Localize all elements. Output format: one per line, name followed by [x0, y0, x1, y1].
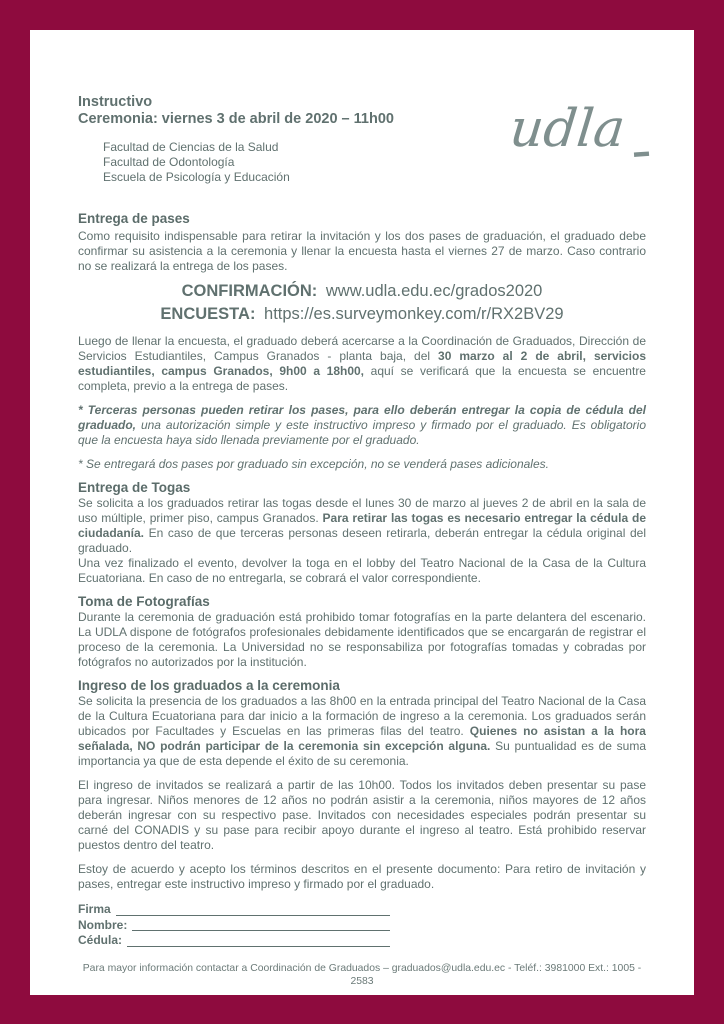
ceremony-subtitle: Ceremonia: viernes 3 de abril de 2020 – 11h00	[78, 111, 394, 127]
signature-label: Cédula:	[78, 933, 123, 947]
signature-line	[132, 918, 390, 932]
contact-footer: Para mayor información contactar a Coordinación de Graduados – graduados@udla.edu.ec - Teléf.: 3981000 Ext.: 1005 - 2583	[82, 962, 642, 987]
signature-row-firma	[78, 902, 390, 918]
paragraph-togas-2: Una vez finalizado el evento, devolver la toga en el lobby del Teatro Nacional de la Casa de la Cultura Ecuatoriana. En caso de no entregarla, se cobrará el valor correspondiente.	[78, 556, 646, 585]
page-title: Instructivo	[78, 94, 153, 110]
section-heading-ingreso: Ingreso de los graduados a la ceremonia	[78, 678, 340, 693]
paragraph-togas-1: Se solicita a los graduados retirar las togas desde el lunes 30 de marzo al jueves 2 de abril en la sala de uso múltiple, primer piso, campus Granados. Para retirar las togas es necesario entregar la cédula de ciudadanía. En caso de que terceras personas deseen retirarla, deberán entregar la cédula original del graduado.	[78, 496, 646, 555]
section-heading-entrega-pases: Entrega de pases	[78, 211, 190, 226]
section-heading-entrega-togas: Entrega de Togas	[78, 480, 191, 495]
faculty-item: Escuela de Psicología y Educación	[103, 170, 290, 184]
faculty-item: Facultad de Ciencias de la Salud	[103, 140, 279, 154]
document-page	[30, 30, 694, 995]
paragraph-nota-pases-adicionales: * Se entregará dos pases por graduado sin excepción, no se venderá pases adicionales.	[78, 457, 549, 471]
signature-label: Firma	[78, 902, 111, 916]
confirmation-line: CONFIRMACIÓN: www.udla.edu.ec/grados2020	[181, 282, 543, 300]
signature-row-nombre	[78, 918, 390, 934]
document-header	[78, 94, 646, 185]
paragraph-ingreso-invitados: El ingreso de invitados se realizará a partir de las 10h00. Todos los invitados deben presentar su pase para ingresar. Niños menores de 12 años no podrán asistir a la ceremonia, niños mayores de 12 años deberán ingresar con su respectivo pase. Invitados con necesidades especiales podrán presentar su carné del CONADIS y su pase para recibir apoyo durante el ingreso al teatro. Está prohibido reservar puestos dentro del teatro.	[78, 778, 646, 852]
signature-block	[78, 902, 646, 949]
paragraph-acuerdo: Estoy de acuerdo y acepto los términos descritos en el presente documento: Para retiro de invitación y pases, entregar este instructivo impreso y firmado por el graduado.	[78, 862, 646, 891]
signature-row-cedula	[78, 933, 390, 949]
faculty-item: Facultad de Odontología	[103, 155, 235, 169]
paragraph-ingreso-graduados: Se solicita la presencia de los graduados a las 8h00 en la entrada principal del Teatro Nacional de la Casa de la Cultura Ecuatoriana para dar inicio a la formación de ingreso a la ceremonia. Los graduados serán ubicados por Facultades y Escuelas en las primeras filas del teatro. Quienes no asistan a la hora señalada, NO podrán participar de la ceremonia sin excepción alguna. Su puntualidad es de suma importancia ya que de esta depende el éxito de su ceremonia.	[78, 694, 646, 768]
paragraph-entrega-pases-detalle: Luego de llenar la encuesta, el graduado deberá acercarse a la Coordinación de Graduados, Dirección de Servicios Estudiantiles, Campus Granados - planta baja, del 30 marzo al 2 de abril, servicios estudiantiles, campus Granados, 9h00 a 18h00, aquí se verificará que la encuesta se encuentre completa, previo a la entrega de pases.	[78, 334, 646, 393]
survey-line: ENCUESTA: https://es.surveymonkey.com/r/RX2BV29	[160, 305, 564, 323]
section-heading-fotografias: Toma de Fotografías	[78, 594, 210, 609]
paragraph-entrega-pases-intro: Como requisito indispensable para retirar la invitación y los dos pases de graduación, el graduado debe confirmar su asistencia a la ceremonia y llenar la encuesta hasta el viernes 27 de marzo. Caso contrario no se realizará la entrega de los pases.	[78, 229, 646, 273]
paragraph-fotografias: Durante la ceremonia de graduación está prohibido tomar fotografías en la parte delantera del escenario. La UDLA dispone de fotógrafos profesionales debidamente identificados que se encargarán de registrar el proceso de la ceremonia. La Universidad no se responsabiliza por fotografías tomadas y cobradas por fotógrafos no autorizados por la institución.	[78, 610, 646, 669]
signature-label: Nombre:	[78, 917, 128, 932]
signature-line	[116, 902, 390, 916]
svg-text:udla: udla	[508, 99, 628, 159]
udla-logo	[508, 94, 660, 166]
paragraph-nota-terceras-personas: * Terceras personas pueden retirar los pases, para ello deberán entregar la copia de cédula del graduado, una autorización simple y este instructivo impreso y firmado por el graduado. Es obligatorio que la encuesta haya sido llenada previamente por el graduado.	[78, 403, 646, 447]
signature-line	[127, 933, 390, 947]
